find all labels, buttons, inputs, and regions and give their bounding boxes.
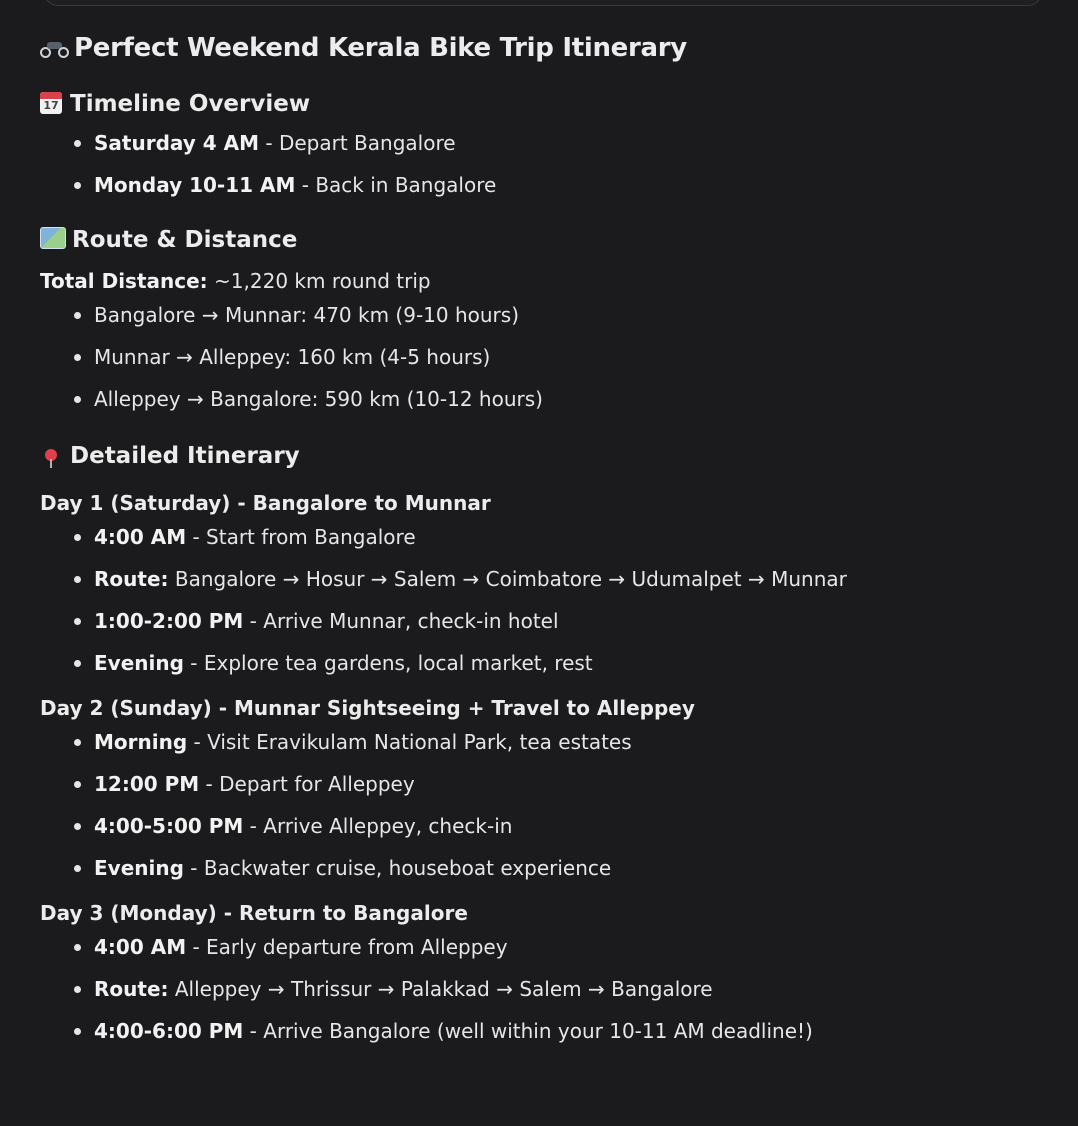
total-distance: Total Distance: ~1,220 km round trip	[40, 269, 431, 293]
list-item: Munnar → Alleppey: 160 km (4-5 hours)	[40, 336, 1050, 378]
route-heading-text: Route & Distance	[72, 227, 298, 253]
itinerary-heading-text: Detailed Itinerary	[70, 443, 300, 469]
itinerary-heading	[40, 438, 1050, 474]
day-list	[40, 721, 1050, 889]
page-title	[40, 28, 1050, 68]
timeline-heading-text: Timeline Overview	[70, 91, 311, 117]
day-title: Day 3 (Monday) - Return to Bangalore	[40, 901, 468, 925]
motorcycle-icon	[40, 38, 70, 58]
list-item: Evening - Explore tea gardens, local market, rest	[40, 642, 1050, 684]
list-item: Saturday 4 AM - Depart Bangalore	[40, 122, 1050, 164]
list-item: 12:00 PM - Depart for Alleppey	[40, 763, 1050, 805]
list-item: 1:00-2:00 PM - Arrive Munnar, check-in hotel	[40, 600, 1050, 642]
list-item: Bangalore → Munnar: 470 km (9-10 hours)	[40, 294, 1050, 336]
list-item: Route: Bangalore → Hosur → Salem → Coimbatore → Udumalpet → Munnar	[40, 558, 1050, 600]
list-item: Evening - Backwater cruise, houseboat experience	[40, 847, 1050, 889]
pin-icon	[45, 449, 57, 461]
calendar-icon: 17	[40, 92, 62, 114]
list-item: Monday 10-11 AM - Back in Bangalore	[40, 164, 1050, 206]
map-icon	[40, 227, 66, 249]
list-item: Route: Alleppey → Thrissur → Palakkad → Salem → Bangalore	[40, 968, 1050, 1010]
timeline-list	[40, 122, 1050, 206]
day-title: Day 1 (Saturday) - Bangalore to Munnar	[40, 491, 491, 515]
day-list	[40, 926, 1050, 1052]
list-item: 4:00 AM - Early departure from Alleppey	[40, 926, 1050, 968]
day-list	[40, 516, 1050, 684]
timeline-heading	[40, 86, 1050, 122]
day-title: Day 2 (Sunday) - Munnar Sightseeing + Travel to Alleppey	[40, 696, 695, 720]
previous-message-card	[44, 0, 1042, 6]
route-heading	[40, 222, 1050, 258]
list-item: Alleppey → Bangalore: 590 km (10-12 hours)	[40, 378, 1050, 420]
list-item: 4:00-5:00 PM - Arrive Alleppey, check-in	[40, 805, 1050, 847]
page-title-text: Perfect Weekend Kerala Bike Trip Itinerary	[74, 33, 687, 63]
list-item: 4:00-6:00 PM - Arrive Bangalore (well within your 10-11 AM deadline!)	[40, 1010, 1050, 1052]
list-item: 4:00 AM - Start from Bangalore	[40, 516, 1050, 558]
route-list	[40, 294, 1050, 420]
list-item: Morning - Visit Eravikulam National Park, tea estates	[40, 721, 1050, 763]
response-content	[40, 28, 1050, 1052]
